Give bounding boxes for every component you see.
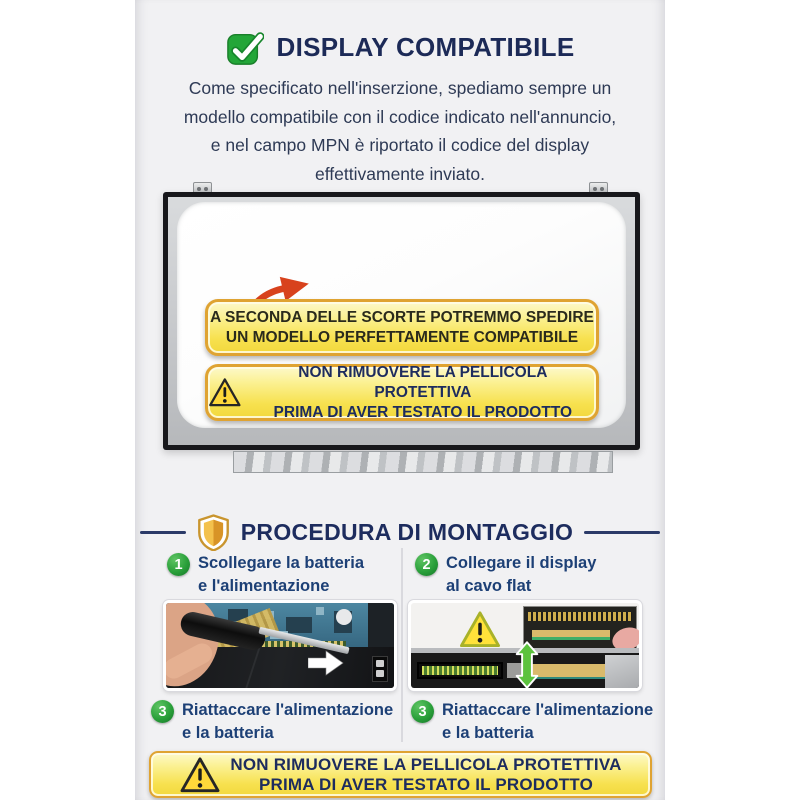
step-3-left-text: Riattaccare l'alimentazione [182, 701, 394, 719]
header [135, 28, 665, 66]
step-3-right-text: e la batteria [442, 724, 534, 742]
step-1-text: Scollegare la batteria [198, 554, 364, 572]
stock-notice-banner [205, 299, 599, 356]
footer-warning-line: PRIMA DI AVER TESTATO IL PRODOTTO [258, 774, 593, 794]
procedure-header [135, 511, 665, 553]
divider-rule-left [140, 531, 186, 534]
check-badge-icon [226, 28, 264, 66]
white-arrow-icon [308, 650, 344, 676]
warning-triangle-icon [179, 756, 221, 794]
shield-icon [197, 514, 230, 551]
step-3-right-text: Riattaccare l'alimentazione [442, 701, 654, 719]
intro-line: effettivamente inviato. [315, 163, 485, 184]
lcd-backlight-foil [233, 451, 613, 473]
intro-line: Come specificato nell'inserzione, spediamo sempre un [188, 78, 612, 98]
stock-notice-line: A SECONDA DELLE SCORTE POTREMMO SPEDIRE [210, 308, 594, 326]
step-1 [167, 552, 364, 598]
photo-disconnect-battery [163, 600, 397, 691]
step-2-text: Collegare il display [446, 554, 597, 572]
step-1-badge: 1 [167, 553, 190, 576]
stock-notice-line: UN MODELLO PERFETTAMENTE COMPATIBILE [225, 328, 579, 346]
connector-closeup-inset [523, 606, 637, 649]
intro-line: modello compatibile con il codice indicato nell'annuncio, [183, 106, 617, 127]
footer-warning-line: NON RIMUOVERE LA PELLICOLA PROTETTIVA [230, 754, 622, 774]
step-3-left-text: e la batteria [182, 724, 274, 742]
step-3-left [151, 699, 393, 745]
lcd-panel-image [163, 192, 640, 450]
flat-cable-connector [417, 662, 503, 679]
step-3-right [411, 699, 653, 745]
warning-triangle-icon [208, 377, 242, 408]
intro-line: e nel campo MPN è riportato il codice del display [210, 135, 590, 155]
divider-rule-right [584, 531, 660, 534]
column-divider [401, 548, 403, 742]
photo-connect-flat-cable [408, 600, 642, 691]
step-2-text: al cavo flat [446, 577, 532, 595]
page-title: DISPLAY COMPATIBILE [276, 31, 575, 62]
green-double-arrow-icon [514, 641, 540, 689]
warning-triangle-icon [458, 610, 502, 649]
procedure-title: PROCEDURA DI MONTAGGIO [240, 518, 574, 545]
step-3-right-badge: 3 [411, 700, 434, 723]
content-column [135, 0, 665, 800]
footer-warning-banner [149, 751, 652, 798]
step-1-text: e l'alimentazione [198, 577, 330, 595]
step-2-badge: 2 [415, 553, 438, 576]
film-warning-line: NON RIMUOVERE LA PELLICOLA PROTETTIVA [298, 363, 548, 401]
protective-film-banner [205, 364, 599, 421]
film-warning-line: PRIMA DI AVER TESTATO IL PRODOTTO [273, 403, 573, 421]
step-2 [415, 552, 596, 598]
step-3-left-badge: 3 [151, 700, 174, 723]
intro-text [143, 74, 657, 188]
